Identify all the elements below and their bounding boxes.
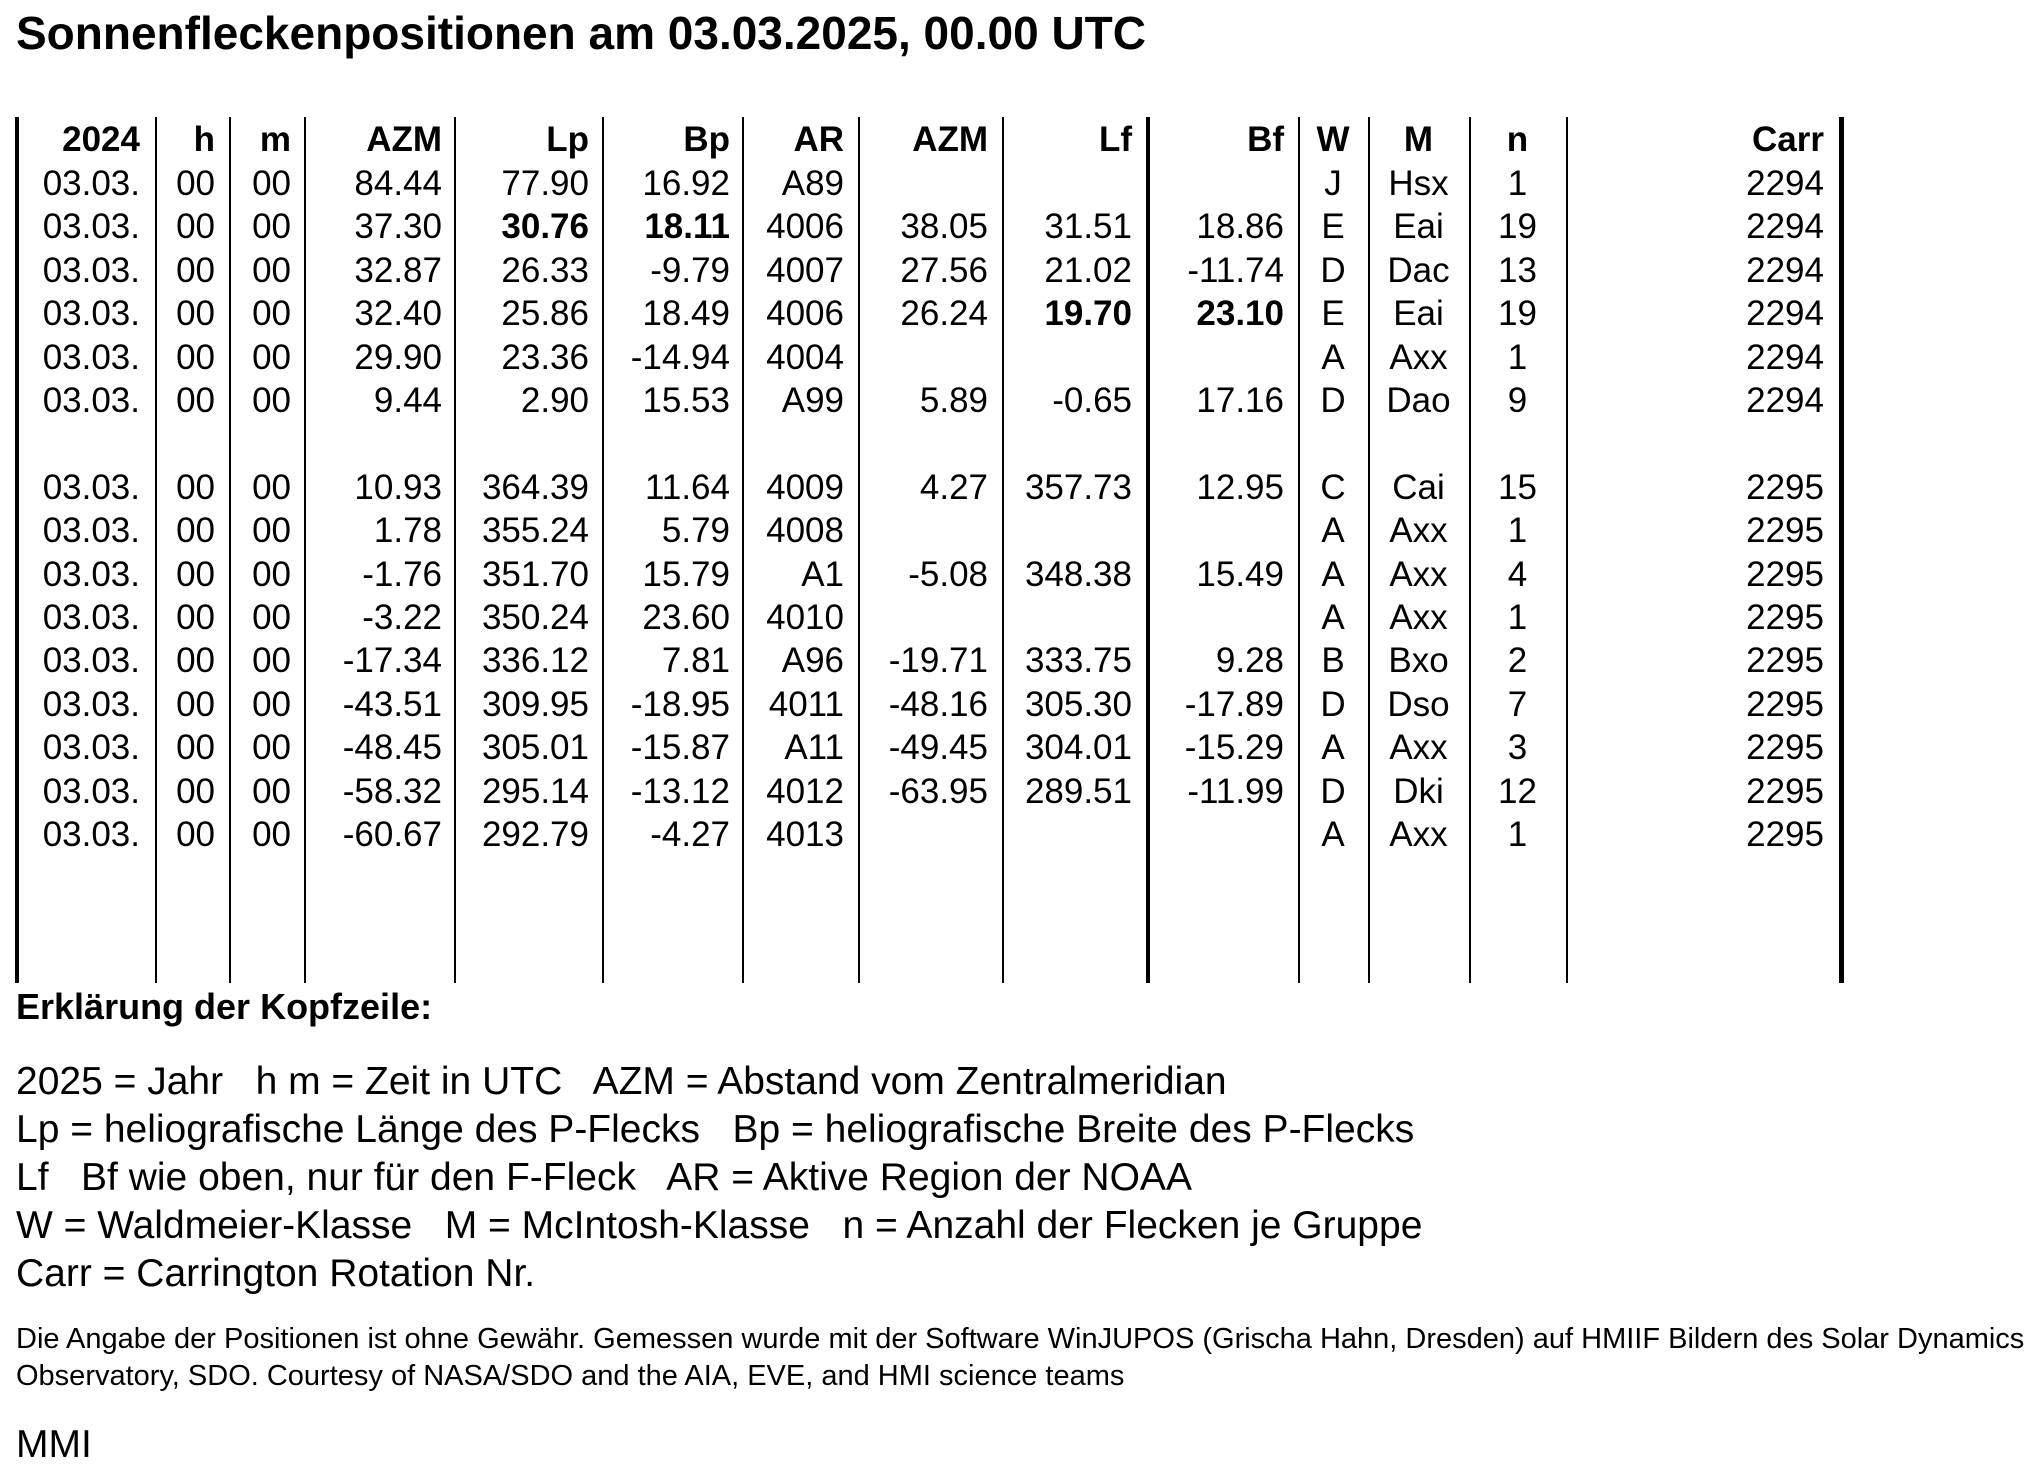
- cell-azm-f: 4.27: [919, 467, 988, 507]
- cell-waldmeier: E: [1321, 207, 1345, 247]
- cell-count: 15: [1498, 467, 1537, 507]
- cell-lf: -0.65: [1052, 381, 1132, 420]
- cell-ar: 4008: [766, 511, 844, 551]
- cell-ar: 4006: [766, 294, 844, 334]
- cell-carr: 2294: [1746, 164, 1824, 203]
- cell-carr: 2294: [1746, 337, 1824, 377]
- column-header-minute: m: [259, 120, 291, 159]
- cell-waldmeier: B: [1321, 641, 1345, 681]
- cell-ar: 4007: [766, 250, 844, 290]
- cell-minute: 00: [252, 250, 291, 290]
- cell-lp: 351.70: [481, 554, 589, 594]
- cell-hour: 00: [176, 598, 215, 637]
- cell-mcintosh: Bxo: [1388, 641, 1449, 681]
- cell-lp: 309.95: [481, 684, 589, 724]
- cell-hour: 00: [176, 207, 215, 247]
- cell-count: 1: [1507, 815, 1528, 854]
- disclaimer-text: Die Angabe der Positionen ist ohne Gewähr. Gemessen wurde mit der Software WinJUPOS (Grischa Hahn, Dresden) auf HMIIF Bildern des Solar Dynamics Observatory, SDO. Courtesy of NASA/SDO and the AIA, EVE, and HMI science teams: [16, 1323, 2025, 1392]
- cell-ar: A99: [781, 381, 844, 420]
- cell-count: 7: [1507, 684, 1528, 724]
- cell-hour: 00: [176, 250, 215, 290]
- cell-waldmeier: D: [1320, 771, 1346, 811]
- cell-minute: 00: [252, 598, 291, 637]
- cell-carr: 2295: [1746, 511, 1824, 551]
- cell-azm-f: 27.56: [900, 250, 988, 290]
- cell-minute: 00: [252, 511, 291, 551]
- cell-date: 03.03.: [42, 337, 140, 377]
- cell-bp: -13.12: [630, 771, 730, 811]
- cell-date: 03.03.: [42, 815, 140, 854]
- cell-bp: 15.79: [642, 554, 730, 594]
- column-header-hour: h: [193, 120, 215, 159]
- column-header-azm-p: AZM: [366, 120, 442, 159]
- cell-carr: 2294: [1746, 250, 1824, 290]
- column-header-waldmeier: W: [1316, 120, 1350, 159]
- author-initials: MMI: [16, 1423, 92, 1466]
- cell-hour: 00: [176, 467, 215, 507]
- column-header-mcintosh: M: [1403, 120, 1434, 159]
- cell-lp: 23.36: [501, 337, 589, 377]
- cell-lp: 336.12: [481, 641, 589, 681]
- cell-azm-f: -48.16: [888, 684, 988, 724]
- cell-bf: 12.95: [1196, 467, 1284, 507]
- cell-bf: -15.29: [1184, 728, 1284, 768]
- cell-hour: 00: [176, 381, 215, 420]
- cell-minute: 00: [252, 554, 291, 594]
- cell-lf: 21.02: [1044, 250, 1132, 290]
- column-header-bp: Bp: [683, 120, 730, 159]
- column-header-ar: AR: [793, 120, 844, 159]
- cell-lp: 305.01: [481, 728, 589, 768]
- cell-mcintosh: Axx: [1389, 337, 1448, 377]
- cell-lf: 305.30: [1024, 684, 1132, 724]
- cell-waldmeier: E: [1321, 294, 1345, 334]
- cell-carr: 2295: [1746, 815, 1824, 854]
- cell-waldmeier: A: [1321, 598, 1345, 637]
- cell-count: 1: [1507, 164, 1528, 203]
- cell-lp: 26.33: [501, 250, 589, 290]
- cell-mcintosh: Axx: [1389, 815, 1448, 854]
- cell-minute: 00: [252, 641, 291, 681]
- cell-date: 03.03.: [42, 207, 140, 247]
- cell-waldmeier: A: [1321, 815, 1345, 854]
- cell-bf: -11.74: [1187, 250, 1284, 290]
- cell-bp: 18.49: [642, 294, 730, 334]
- cell-date: 03.03.: [42, 467, 140, 507]
- cell-azm-p: 10.93: [354, 467, 442, 507]
- cell-date: 03.03.: [42, 250, 140, 290]
- cell-count: 4: [1507, 554, 1528, 594]
- cell-bp: 11.64: [645, 467, 730, 507]
- cell-lf: 304.01: [1024, 728, 1132, 768]
- cell-mcintosh: Dso: [1387, 684, 1450, 724]
- cell-count: 2: [1507, 641, 1528, 681]
- cell-ar: 4009: [766, 467, 844, 507]
- cell-hour: 00: [176, 554, 215, 594]
- cell-azm-p: 9.44: [373, 381, 442, 420]
- cell-waldmeier: A: [1321, 511, 1345, 551]
- cell-azm-f: -5.08: [908, 554, 988, 594]
- cell-ar: 4012: [766, 771, 844, 811]
- cell-azm-p: 32.40: [354, 294, 442, 334]
- cell-hour: 00: [176, 294, 215, 334]
- cell-waldmeier: D: [1320, 250, 1346, 290]
- cell-carr: 2295: [1746, 771, 1824, 811]
- cell-azm-p: -58.32: [342, 771, 442, 811]
- explanation-line: Lf Bf wie oben, nur für den F-Fleck AR = Aktive Region der NOAA: [16, 1156, 1192, 1199]
- cell-azm-p: 1.78: [373, 511, 442, 551]
- cell-carr: 2295: [1746, 728, 1824, 768]
- cell-count: 12: [1498, 771, 1537, 811]
- cell-bp: 23.60: [642, 598, 730, 637]
- cell-date: 03.03.: [42, 294, 140, 334]
- cell-ar: A89: [781, 164, 844, 203]
- cell-minute: 00: [252, 381, 291, 420]
- cell-date: 03.03.: [42, 684, 140, 724]
- cell-azm-p: 32.87: [354, 250, 442, 290]
- column-header-date: 2024: [62, 120, 140, 159]
- cell-azm-p: 84.44: [354, 164, 442, 203]
- cell-azm-p: -1.76: [362, 554, 442, 594]
- cell-date: 03.03.: [42, 554, 140, 594]
- cell-lf: 289.51: [1024, 771, 1132, 811]
- cell-mcintosh: Dki: [1393, 771, 1444, 811]
- cell-mcintosh: Cai: [1392, 467, 1445, 507]
- cell-bp: 7.81: [661, 641, 730, 681]
- cell-azm-f: 5.89: [919, 381, 988, 420]
- cell-waldmeier: D: [1320, 684, 1346, 724]
- cell-bp: -14.94: [630, 337, 730, 377]
- cell-minute: 00: [252, 164, 291, 203]
- cell-azm-p: -60.67: [342, 815, 442, 854]
- cell-date: 03.03.: [42, 381, 140, 420]
- cell-count: 1: [1507, 598, 1528, 637]
- cell-count: 1: [1507, 511, 1528, 551]
- cell-lf: 357.73: [1024, 467, 1132, 507]
- cell-carr: 2294: [1746, 294, 1824, 334]
- cell-ar: A1: [801, 554, 844, 594]
- cell-lp: 364.39: [481, 467, 589, 507]
- cell-count: 1: [1507, 337, 1528, 377]
- cell-hour: 00: [176, 771, 215, 811]
- cell-lp: 77.90: [501, 164, 589, 203]
- cell-azm-f: -63.95: [888, 771, 988, 811]
- cell-ar: 4010: [766, 598, 844, 637]
- cell-bf: 18.86: [1196, 207, 1284, 247]
- cell-mcintosh: Dac: [1387, 250, 1450, 290]
- cell-minute: 00: [252, 467, 291, 507]
- cell-mcintosh: Eai: [1393, 207, 1444, 247]
- cell-bp: 18.11: [644, 207, 730, 247]
- cell-minute: 00: [252, 294, 291, 334]
- cell-mcintosh: Hsx: [1388, 164, 1449, 203]
- cell-minute: 00: [252, 728, 291, 768]
- cell-minute: 00: [252, 337, 291, 377]
- cell-ar: A96: [781, 641, 844, 681]
- cell-lf: 31.51: [1044, 207, 1132, 247]
- cell-ar: A11: [784, 728, 844, 768]
- column-divider: [1839, 117, 1844, 983]
- cell-azm-p: -43.51: [342, 684, 442, 724]
- cell-bf: -11.99: [1187, 771, 1284, 811]
- column-header-carr: Carr: [1752, 120, 1824, 159]
- column-header-azm-f: AZM: [912, 120, 988, 159]
- cell-bf: 15.49: [1196, 554, 1284, 594]
- cell-hour: 00: [176, 337, 215, 377]
- cell-bp: -15.87: [630, 728, 730, 768]
- cell-bf: -17.89: [1184, 684, 1284, 724]
- cell-hour: 00: [176, 164, 215, 203]
- cell-count: 3: [1507, 728, 1528, 768]
- cell-waldmeier: J: [1324, 164, 1342, 203]
- explanation-line: Carr = Carrington Rotation Nr.: [16, 1252, 536, 1295]
- cell-azm-f: -49.45: [888, 728, 988, 768]
- cell-carr: 2295: [1746, 598, 1824, 637]
- cell-bp: -4.27: [650, 815, 730, 854]
- cell-azm-f: 26.24: [900, 294, 988, 334]
- cell-date: 03.03.: [42, 164, 140, 203]
- cell-carr: 2295: [1746, 684, 1824, 724]
- cell-date: 03.03.: [42, 598, 140, 637]
- cell-waldmeier: A: [1321, 554, 1345, 594]
- cell-carr: 2294: [1746, 381, 1824, 420]
- cell-mcintosh: Eai: [1393, 294, 1444, 334]
- cell-lp: 2.90: [520, 381, 589, 420]
- cell-waldmeier: A: [1321, 728, 1345, 768]
- cell-ar: 4011: [768, 684, 844, 724]
- cell-mcintosh: Axx: [1389, 598, 1448, 637]
- explanation-line: 2025 = Jahr h m = Zeit in UTC AZM = Abstand vom Zentralmeridian: [16, 1060, 1227, 1103]
- column-header-bf: Bf: [1247, 120, 1284, 159]
- cell-carr: 2295: [1746, 641, 1824, 681]
- cell-count: 19: [1498, 294, 1537, 334]
- cell-lp: 355.24: [481, 511, 589, 551]
- cell-azm-f: -19.71: [888, 641, 988, 681]
- cell-waldmeier: D: [1320, 381, 1346, 420]
- cell-azm-p: -3.22: [362, 598, 442, 637]
- cell-bf: 17.16: [1196, 381, 1284, 420]
- cell-bp: 5.79: [661, 511, 730, 551]
- cell-ar: 4006: [766, 207, 844, 247]
- cell-lp: 25.86: [501, 294, 589, 334]
- cell-minute: 00: [252, 815, 291, 854]
- cell-date: 03.03.: [42, 641, 140, 681]
- cell-lp: 295.14: [481, 771, 589, 811]
- explanation-heading: Erklärung der Kopfzeile:: [16, 986, 433, 1027]
- cell-lf: 19.70: [1044, 294, 1132, 334]
- cell-waldmeier: C: [1320, 467, 1346, 507]
- cell-bf: 23.10: [1196, 294, 1284, 334]
- cell-mcintosh: Axx: [1389, 511, 1448, 551]
- cell-date: 03.03.: [42, 771, 140, 811]
- cell-hour: 00: [176, 511, 215, 551]
- cell-azm-p: -17.34: [342, 641, 442, 681]
- cell-carr: 2294: [1746, 207, 1824, 247]
- cell-ar: 4004: [766, 337, 844, 377]
- cell-lp: 350.24: [481, 598, 589, 637]
- cell-count: 9: [1507, 381, 1528, 420]
- cell-ar: 4013: [766, 815, 844, 854]
- cell-carr: 2295: [1746, 554, 1824, 594]
- cell-bp: -18.95: [630, 684, 730, 724]
- cell-mcintosh: Dao: [1386, 381, 1451, 420]
- cell-bf: 9.28: [1215, 641, 1284, 681]
- cell-hour: 00: [176, 684, 215, 724]
- cell-count: 13: [1498, 250, 1537, 290]
- page-title: Sonnenfleckenpositionen am 03.03.2025, 00.00 UTC: [16, 7, 1146, 59]
- cell-minute: 00: [252, 684, 291, 724]
- cell-carr: 2295: [1746, 467, 1824, 507]
- cell-hour: 00: [176, 641, 215, 681]
- cell-minute: 00: [252, 207, 291, 247]
- cell-mcintosh: Axx: [1389, 554, 1448, 594]
- cell-minute: 00: [252, 771, 291, 811]
- cell-azm-p: -48.45: [342, 728, 442, 768]
- cell-lp: 30.76: [501, 207, 589, 247]
- column-header-lf: Lf: [1098, 120, 1132, 159]
- cell-lp: 292.79: [481, 815, 589, 854]
- cell-azm-p: 37.30: [354, 207, 442, 247]
- cell-date: 03.03.: [42, 511, 140, 551]
- cell-azm-p: 29.90: [354, 337, 442, 377]
- cell-bp: 15.53: [642, 381, 730, 420]
- cell-hour: 00: [176, 728, 215, 768]
- cell-mcintosh: Axx: [1389, 728, 1448, 768]
- cell-date: 03.03.: [42, 728, 140, 768]
- explanation-line: Lp = heliografische Länge des P-Flecks Bp = heliografische Breite des P-Flecks: [16, 1108, 1415, 1151]
- cell-waldmeier: A: [1321, 337, 1345, 377]
- cell-hour: 00: [176, 815, 215, 854]
- column-header-lp: Lp: [546, 120, 589, 159]
- cell-bp: 16.92: [642, 164, 730, 203]
- explanation-line: W = Waldmeier-Klasse M = McIntosh-Klasse n = Anzahl der Flecken je Gruppe: [16, 1204, 1423, 1247]
- cell-lf: 348.38: [1024, 554, 1132, 594]
- column-header-count: n: [1506, 120, 1529, 159]
- cell-bp: -9.79: [650, 250, 730, 290]
- cell-azm-f: 38.05: [900, 207, 988, 247]
- cell-count: 19: [1498, 207, 1537, 247]
- cell-lf: 333.75: [1024, 641, 1132, 681]
